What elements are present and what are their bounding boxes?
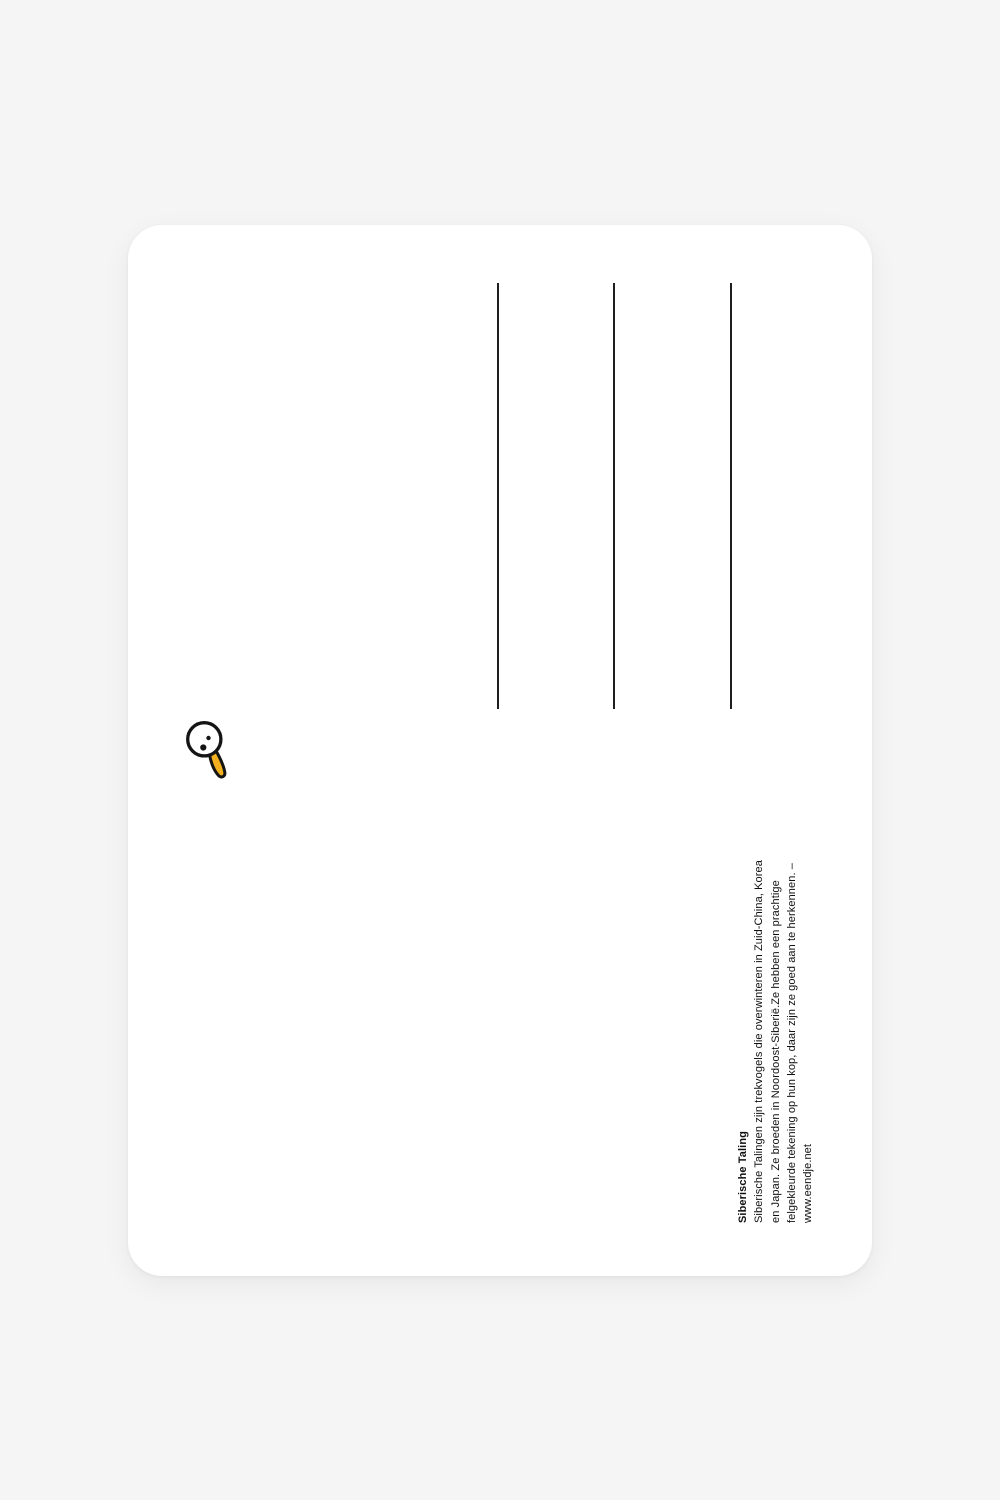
address-line-3	[730, 283, 732, 709]
duck-dot	[200, 744, 206, 750]
duck-icon	[185, 719, 229, 783]
address-line-2	[613, 283, 615, 709]
website-url: www.eendje.net	[802, 1143, 815, 1223]
info-title: Siberische Taling	[737, 1131, 749, 1223]
postcard	[128, 225, 872, 1276]
info-line: felgekleurde tekening op hun kop, daar zijn ze goed aan te herkennen. –	[785, 863, 798, 1223]
duck-eye	[206, 736, 210, 740]
info-line: Siberische Talingen zijn trekvogels die overwinteren in Zuid-China, Korea	[753, 860, 766, 1223]
info-line: en Japan. Ze broeden in Noordoost-Siberië.Ze hebben een prachtige	[769, 880, 782, 1223]
address-line-1	[497, 283, 499, 709]
info-text-block	[735, 823, 819, 1223]
duck-head	[188, 723, 221, 756]
